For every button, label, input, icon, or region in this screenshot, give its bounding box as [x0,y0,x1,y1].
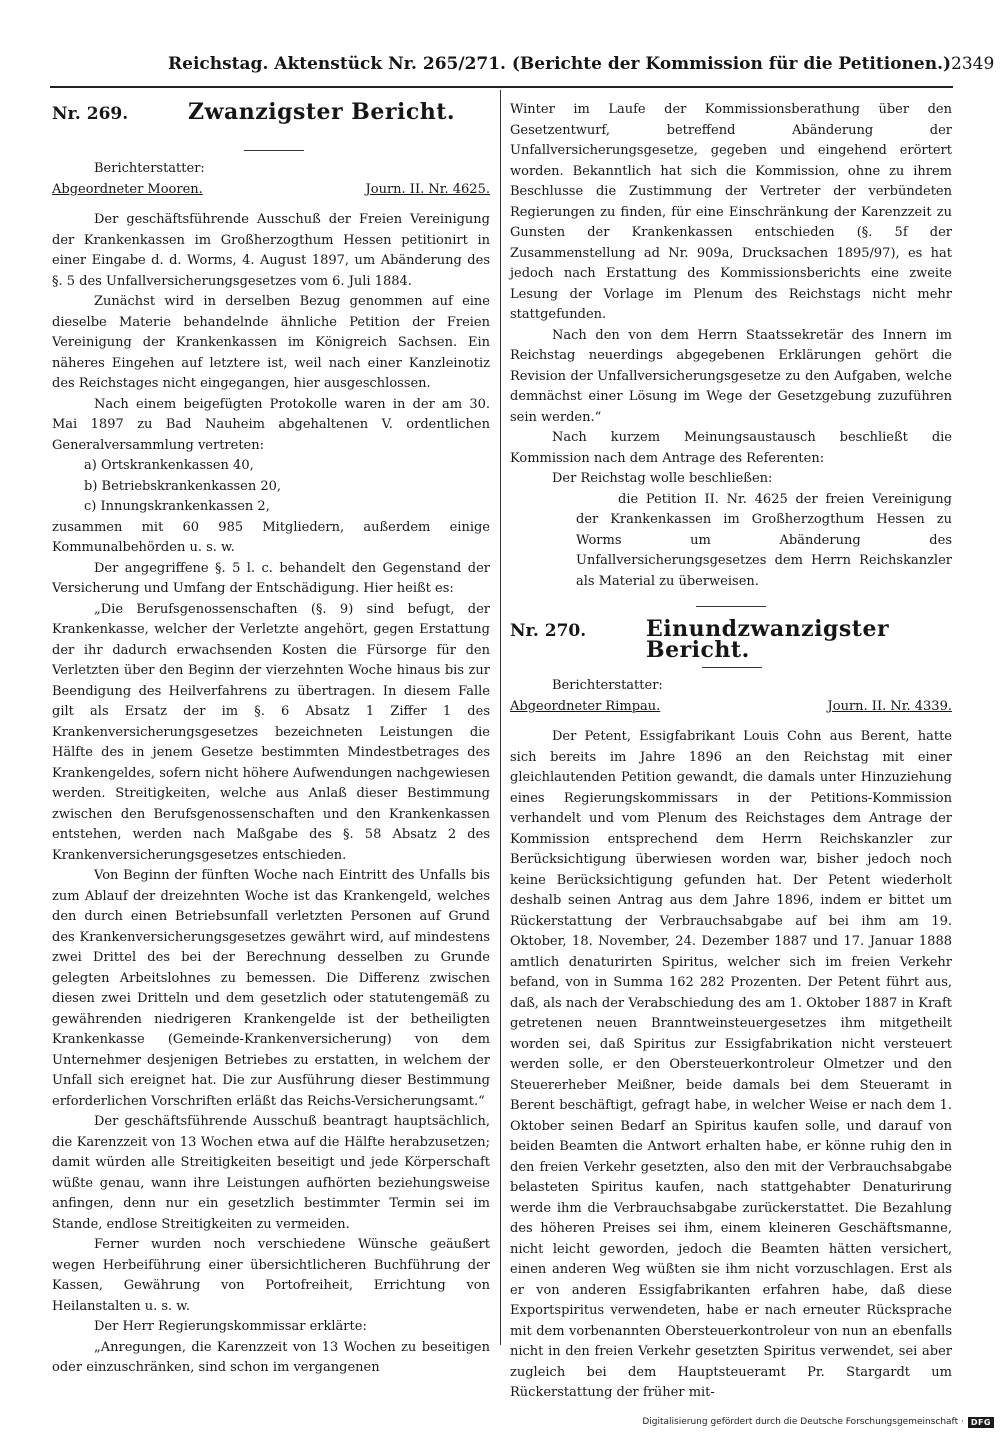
reporter-name: Abgeordneter Rimpau. [510,698,661,714]
report-269-heading [52,99,490,142]
reporter-line [510,697,952,718]
quote-paragraph: „Die Berufsgenossenschaften (§. 9) sind befugt, der Krankenkasse, welcher der Verletzte angehört, gegen Erstattung der ihr dadurch erwachsenden Kosten die Fürsorge für den Verletzten über den Beginn der vierzehnten Woche hinaus bis zur Beendigung des Heilverfahrens zu übertragen. In diesem Falle gilt als Ersatz der im §. 6 Absatz 1 Ziffer 1 des Krankenversicherungsgesetzes bezeichneten Leistungen die Hälfte des in jenem Gesetze bestimmten Mindestbetrages des Krankengeldes, sofern nicht höhere Aufwendungen nachgewiesen werden. Streitigkeiten, welche aus Anlaß dieser Bestimmung zwischen den Berufsgenossenschaften und den Krankenkassen entstehen, werden nach Maßgabe des §. 58 Absatz 2 des Krankenversicherungsgesetzes entschieden. [52,601,490,863]
report-number: Nr. 269. [52,104,129,124]
paragraph: Zunächst wird in derselben Bezug genommen auf eine dieselbe Materie behandelnde ähnliche Petition der Freien Vereinigung der Krankenkassen im Königreich Sachsen. Ein näheres Eingehen auf letztere ist, weil nach einer Kanzleinotiz des Reichstages nicht eingegangen, hier ausgeschlossen. [52,294,490,391]
title-rule [702,667,762,668]
reporter-line [52,180,490,201]
page-header [168,48,995,80]
reporter-name: Abgeordneter Mooren. [52,181,203,197]
list-item: c) Innungskrankenkassen 2, [84,499,270,514]
member-list [52,456,490,518]
paragraph: Der geschäftsführende Ausschuß der Freien Vereinigung der Krankenkassen im Großherzogthum Hessen petitionirt in einer Eingabe d. d. Worms, 4. August 1897, um Abänderung des §. 5 des Unfallversicherungsgesetzes vom 6. Juli 1884. [52,212,490,289]
paragraph: Nach kurzem Meinungsaustausch beschließt die Kommission nach dem Antrage des Referenten: [510,430,952,466]
left-column [52,99,490,1379]
report-title: Einundzwanzigster Bericht. [646,616,890,663]
paragraph: Nach den von dem Herrn Staatssekretär des Innern im Reichstag neuerdings abgegebenen Erklärungen gehört die Revision der Unfallversicherungsgesetze zu den Aufgaben, welche demnächst einer Lösung im Wege der Gesetzgebung zuzuführen sein werden.“ [510,327,952,425]
quote-paragraph: Von Beginn der fünften Woche nach Eintritt des Unfalls bis zum Ablauf der dreizehnten Woche ist das Krankengeld, welches den durch einen Betriebsunfall verletzten Personen auf Grund des Krankenversicherungsgesetzes gewährt wird, auf mindestens zwei Drittel des bei der Berechnung desselben zu Grunde gelegten Arbeitslohnes zu bemessen. Die Differenz zwischen diesen zwei Dritteln und dem gesetzlich oder statutengemäß zu gewährenden niedrigeren Krankengelde ist der betheiligten Krankenkasse (Gemeinde-Krankenversicherung) von dem Unternehmer desjenigen Betriebes zu erstatten, in welchem der Unfall sich ereignet hat. Die zur Ausführung dieser Bestimmung erforderlichen Vorschriften erläßt das Reichs-Versicherungsamt.“ [52,868,490,1109]
report-title: Zwanzigster Bericht. [188,99,456,125]
list-item: b) Betriebskrankenkassen 20, [84,478,282,494]
column-divider [500,90,501,1345]
paragraph: Der Petent, Essigfabrikant Louis Cohn aus Berent, hatte sich bereits im Jahre 1896 an den Reichstag mit einer gleichlautenden Petition gewandt, die damals unter Hinzuziehung eines Regierungskommissars in der Petitions-Kommission verhandelt und vom Plenum des Reichstages dem Antrage der Kommission entsprechend dem Herrn Reichskanzler zur Berücksichtigung überwiesen worden war, bisher jedoch noch keine Berücksichtigung gefunden hat. Der Petent wiederholt deshalb seinen Antrag aus dem Jahre 1896, indem er bittet um Rückerstattung der Verbrauchsabgabe auf bei ihm am 19. Oktober, 18. November, 24. Dezember 1887 und 17. Januar 1888 amtlich denaturirten Spiritus, welcher sich im freien Verkehr befand, von in Summa 162 282 Prozenten. Der Petent führt aus, daß, als nach der Verabschiedung des am 1. Oktober 1887 in Kraft getretenen neuen Branntweinsteuergesetzes ihm mitgetheilt worden sei, daß Spiritus zur Essigfabrikation nicht versteuert werden solle, er den Obersteuerkontroleur Olmetzer und den Steuererheber Meißner, beide damals bei dem Steueramt in Berent beschäftigt, gefragt habe, in welcher Weise er nach dem 1. Oktober seinen Bedarf an Spiritus kaufen solle, und darauf von beiden Beamten die Antwort erhalten habe, er könne ruhig den in den freien Verkehr gesetzten, also den mit der Verbrauchsabgabe belasteten Spiritus kaufen, nach stattgehabter Denaturirung werde ihm die Verbrauchsabgabe zurückerstattet. Die Bezahlung des höheren Preises sei ihm, einem kleineren Geschäftsmanne, nicht leicht geworden, jedoch die Beamten hätten versichert, einen anderen Weg wüßten sie ihm nicht vorzuschlagen. Erst als er von anderen Essigfabrikanten erfahren habe, daß diese Exportspiritus verwendeten, habe er nach erneuter Rücksprache mit dem vorbenannten Obersteuerkontroleur von nun an ebenfalls nicht in den freien Verkehr gesetzten Spiritus verwendet, sei aber zugleich bei dem Hauptsteueramt Pr. Stargardt um Rückerstattung der früher mit- [510,729,952,1400]
header-rule [50,86,953,88]
right-column [510,100,952,1404]
quote-paragraph: „Anregungen, die Karenzzeit von 13 Wochen zu beseitigen oder einzuschränken, sind schon im vergangenen [52,1339,490,1375]
dfg-logo: DFG [968,1417,994,1428]
paragraph: Der geschäftsführende Ausschuß beantragt hauptsächlich, die Karenzzeit von 13 Wochen etwa auf die Hälfte herabzusetzen; damit würden alle Streitigkeiten beseitigt und jede Körperschaft wüßte genau, wann ihre Leistungen aufhörten beziehungsweise anfingen, denn nur ein gesetzlich bestimmter Termin sei im Stande, endlose Streitigkeiten zu vermeiden. [52,1114,490,1232]
report-270-heading [510,616,952,663]
journal-number: Journ. II. Nr. 4625. [365,181,490,197]
report-number: Nr. 270. [510,621,587,641]
reporter-label: Berichterstatter: [552,678,663,693]
title-rule [244,150,304,151]
journal-number: Journ. II. Nr. 4339. [827,698,952,714]
footer-text: Digitalisierung gefördert durch die Deutsche Forschungsgemeinschaft · [642,1417,964,1427]
quote-continuation: Winter im Laufe der Kommissionsberathung über den Gesetzentwurf, betreffend Abänderung der Unfallversicherungsgesetze, gegeben und eingehend erörtert worden. Bekanntlich hat sich die Kommission, ohne zu ihrem Beschlusse die Zustimmung der Vertreter der verbündeten Regierungen zu finden, für eine Einschränkung der Karenzzeit zu Gunsten der Krankenkassen entschieden (§. 5f der Zusammenstellung ad Nr. 909a, Drucksachen 1895/97), es hat jedoch nach Erstattung des Kommissionsberichts eine zweite Lesung der Vorlage im Plenum des Reichstags nicht mehr stattgefunden. [510,102,952,322]
paragraph: Ferner wurden noch verschiedene Wünsche geäußert wegen Herbeiführung einer übersichtlicheren Buchführung der Kassen, Gewährung von Portofreiheit, Errichtung von Heilanstalten u. s. w. [52,1237,490,1314]
paragraph: zusammen mit 60 985 Mitgliedern, außerdem einige Kommunalbehörden u. s. w. [52,519,490,555]
list-item: a) Ortskrankenkassen 40, [84,458,254,473]
paragraph: Der angegriffene §. 5 l. c. behandelt den Gegenstand der Versicherung und Umfang der Entschädigung. Hier heißt es: [52,560,490,596]
resolution-text: die Petition II. Nr. 4625 der freien Vereinigung der Krankenkassen im Großherzogthum Hessen zu Worms um Abänderung des Unfallversicherungsgesetzes dem Herrn Reichskanzler als Material zu überweisen. [576,491,952,589]
paragraph: Nach einem beigefügten Protokolle waren in der am 30. Mai 1897 zu Bad Nauheim abgehaltenen V. ordentlichen Generalversammlung vertreten: [52,396,490,453]
reporter-label: Berichterstatter: [94,161,205,176]
running-title: Reichstag. Aktenstück Nr. 265/271. (Berichte der Kommission für die Petitionen.) [168,54,952,74]
paragraph: Der Herr Regierungskommissar erklärte: [94,1319,367,1334]
section-rule [696,606,766,607]
digitization-footer [606,1415,994,1429]
page-number: 2349 [951,54,995,74]
resolution-intro: Der Reichstag wolle beschließen: [552,471,773,486]
